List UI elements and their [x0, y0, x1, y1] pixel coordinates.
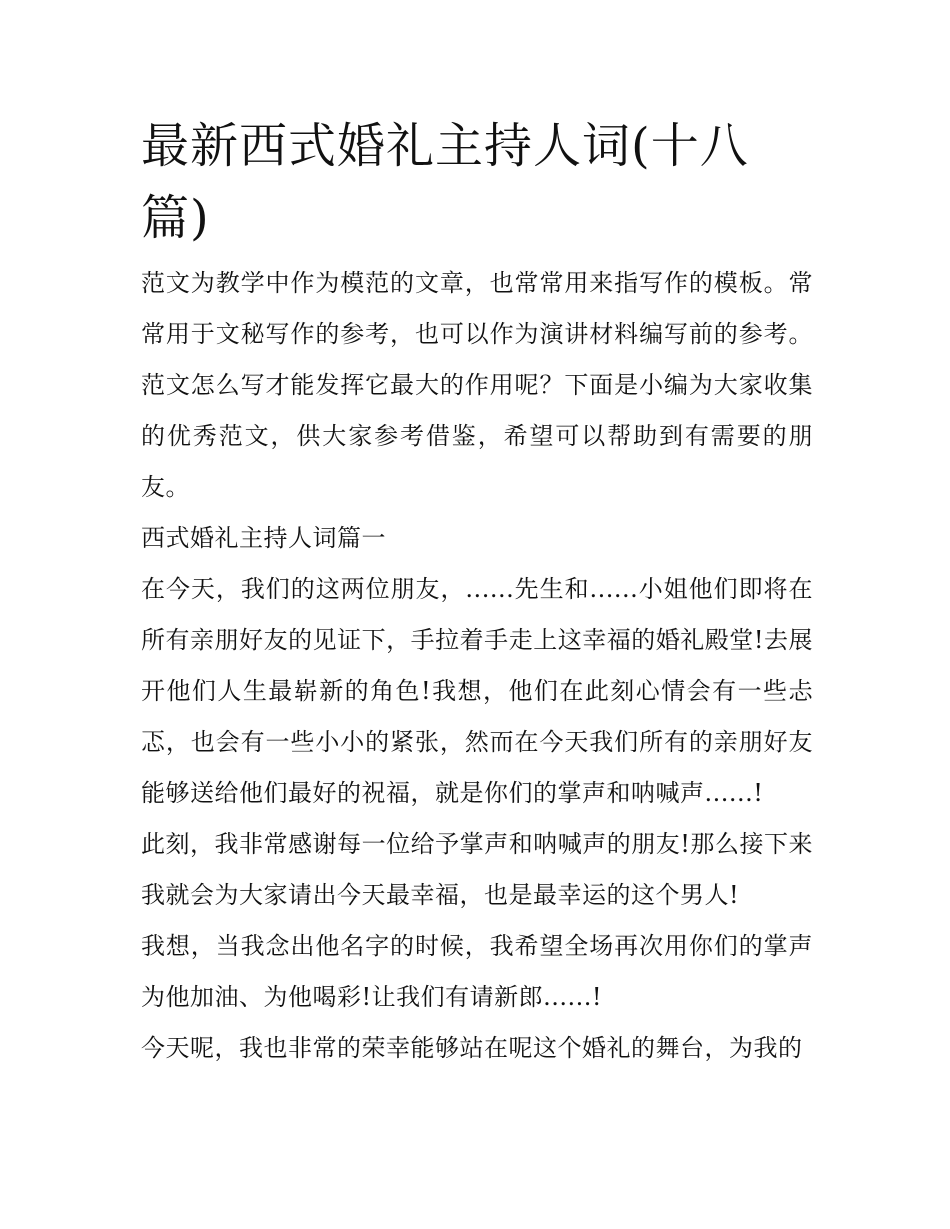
document-page — [141, 110, 813, 1074]
document-title: 最新西式婚礼主持人词(十八篇) — [141, 118, 749, 246]
document-body — [141, 258, 813, 1074]
intro-paragraph: 范文为教学中作为模范的文章，也常常用来指写作的模板。常常用于文秘写作的参考，也可以作为演讲材料编写前的参考。范文怎么写才能发挥它最大的作用呢？下面是小编为大家收集的优秀范文，供大家参考借鉴，希望可以帮助到有需要的朋友。 — [141, 269, 813, 501]
body-paragraph: 我想，当我念出他名字的时候，我希望全场再次用你们的掌声为他加油、为他喝彩!让我们有请新郎......! — [141, 932, 813, 1011]
section-heading: 西式婚礼主持人词篇一 — [141, 524, 386, 552]
body-paragraph: 在今天，我们的这两位朋友，......先生和......小姐他们即将在所有亲朋好友的见证下，手拉着手走上这幸福的婚礼殿堂!去展开他们人生最崭新的角色!我想，他们在此刻心情会有一些忐忑，也会有一些小小的紧张，然而在今天我们所有的亲朋好友能够送给他们最好的祝福，就是你们的掌声和呐喊声......! — [141, 575, 813, 807]
body-paragraph: 今天呢，我也非常的荣幸能够站在呢这个婚礼的舞台，为我的 — [141, 1034, 803, 1062]
body-paragraph: 此刻，我非常感谢每一位给予掌声和呐喊声的朋友!那么接下来我就会为大家请出今天最幸福，也是最幸运的这个男人! — [141, 830, 813, 909]
